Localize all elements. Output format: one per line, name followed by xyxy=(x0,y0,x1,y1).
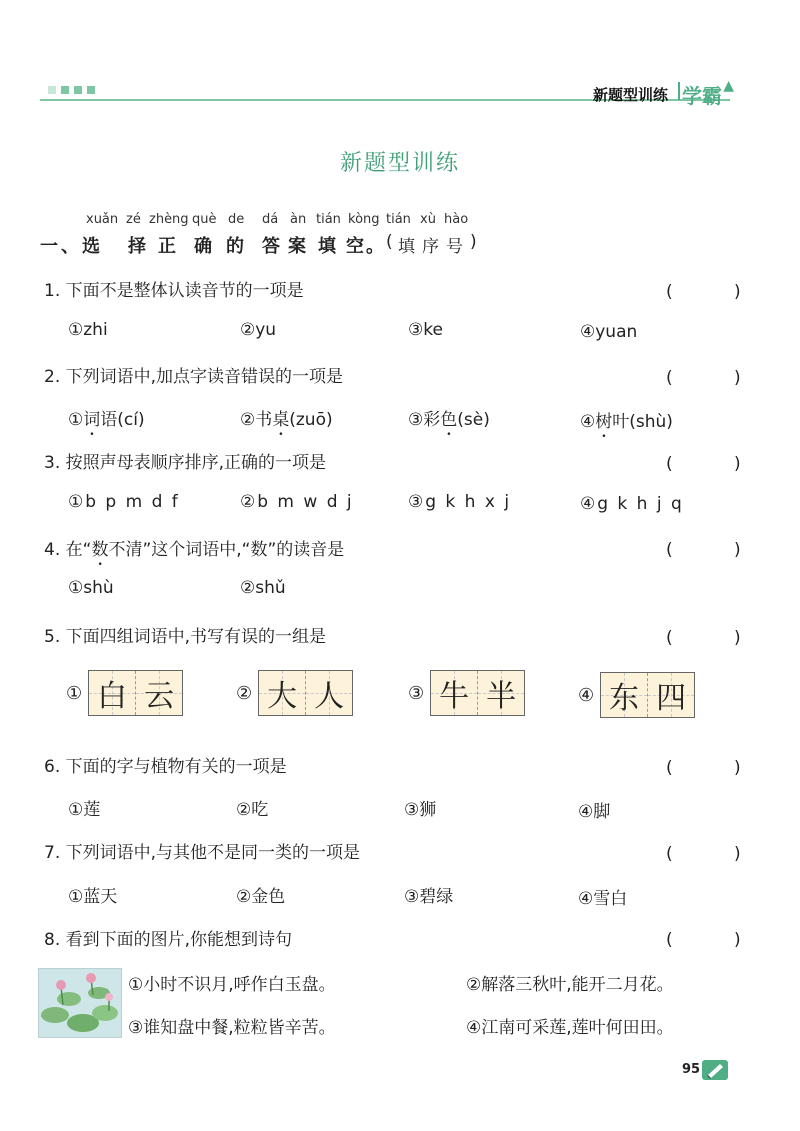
option[interactable]: ② 大 人 xyxy=(236,670,353,716)
option[interactable]: ③ke xyxy=(408,320,443,340)
pinyin: dá xyxy=(262,212,279,227)
option[interactable]: ①小时不识月,呼作白玉盘。 xyxy=(128,975,336,995)
grid-cell: 四 xyxy=(648,673,694,717)
option[interactable]: ①b p m d f xyxy=(68,492,180,512)
option[interactable]: ④雪白 xyxy=(578,889,628,909)
pinyin: kòng xyxy=(348,212,380,227)
pinyin: zhèng xyxy=(149,212,189,227)
graduation-cap-icon: ▲ xyxy=(723,78,734,94)
option[interactable]: ②书桌(zuō) xyxy=(240,410,333,430)
answer-blank[interactable]: ( ) xyxy=(666,758,769,778)
option[interactable]: ④yuan xyxy=(580,322,638,342)
grid-cell: 大 xyxy=(259,671,306,715)
grid-cell: 人 xyxy=(306,671,352,715)
answer-blank[interactable]: ( ) xyxy=(666,368,769,388)
header-title: 新题型训练 xyxy=(592,86,668,104)
section-heading-char: 正 xyxy=(158,236,179,257)
option[interactable]: ②解落三秋叶,能开二月花。 xyxy=(466,975,674,995)
question-2 xyxy=(44,362,343,387)
option[interactable]: ②shǔ xyxy=(240,578,286,598)
section-heading-char: 择 xyxy=(128,236,149,257)
section-heading-char: 一、选 xyxy=(40,236,103,257)
question-6 xyxy=(44,752,287,777)
question-number: 8. xyxy=(44,930,61,950)
grid-cell: 云 xyxy=(136,671,182,715)
pinyin: de xyxy=(228,212,245,227)
option[interactable]: ②金色 xyxy=(236,887,286,907)
section-heading-char: 空 xyxy=(346,236,367,257)
option[interactable]: ③狮 xyxy=(404,800,437,820)
section-note-char: ) xyxy=(470,232,479,252)
question-text: 下列词语中,与其他不是同一类的一项是 xyxy=(65,843,361,863)
question-text: 按照声母表顺序排序,正确的一项是 xyxy=(65,453,327,473)
section-note-char: ( xyxy=(386,232,395,252)
question-1 xyxy=(44,276,304,301)
header-decoration xyxy=(48,86,95,94)
pinyin: àn xyxy=(290,212,307,227)
option[interactable]: ①shù xyxy=(68,578,114,598)
pencil-icon xyxy=(702,1060,728,1080)
option[interactable]: ④树叶(shù) xyxy=(580,412,673,432)
pinyin: què xyxy=(192,212,217,227)
pinyin: xuǎn xyxy=(86,212,119,227)
option[interactable]: ④脚 xyxy=(578,802,611,822)
grid-cell: 白 xyxy=(89,671,136,715)
section-note-char: 号 xyxy=(446,237,465,257)
tianzige-grid xyxy=(258,670,353,716)
lotus-pond-image xyxy=(38,968,122,1038)
answer-blank[interactable]: ( ) xyxy=(666,540,769,560)
option[interactable]: ③碧绿 xyxy=(404,887,454,907)
section-heading-char: 填 xyxy=(318,236,339,257)
question-number: 2. xyxy=(44,367,61,387)
tianzige-grid xyxy=(430,670,525,716)
option[interactable]: ②yu xyxy=(240,320,277,340)
question-text: 下面不是整体认读音节的一项是 xyxy=(65,281,304,301)
answer-blank[interactable]: ( ) xyxy=(666,930,769,950)
option[interactable]: ③ 牛 半 xyxy=(408,670,525,716)
question-text: 下面四组词语中,书写有误的一组是 xyxy=(65,627,327,647)
lotus-illustration xyxy=(39,969,121,1037)
question-number: 5. xyxy=(44,627,61,647)
tianzige-grid xyxy=(600,672,695,718)
header-separator xyxy=(678,82,680,100)
question-text: 看到下面的图片,你能想到诗句 xyxy=(65,930,293,950)
answer-blank[interactable]: ( ) xyxy=(666,282,769,302)
pinyin: hào xyxy=(444,212,469,227)
section-note-char: 填 xyxy=(398,237,417,257)
option[interactable]: ②b m w d j xyxy=(240,492,354,512)
option[interactable]: ③彩色(sè) xyxy=(408,410,490,430)
section-heading-char: 案 xyxy=(288,236,309,257)
option[interactable]: ①蓝天 xyxy=(68,887,118,907)
page-title: 新题型训练 xyxy=(339,151,460,176)
question-text: 下面的字与植物有关的一项是 xyxy=(65,757,287,777)
page-number-badge xyxy=(680,1060,728,1080)
question-text: 下列词语中,加点字读音错误的一项是 xyxy=(65,367,344,387)
answer-blank[interactable]: ( ) xyxy=(666,844,769,864)
grid-cell: 东 xyxy=(601,673,648,717)
option[interactable]: ④g k h j q xyxy=(580,494,684,514)
question-number: 7. xyxy=(44,843,61,863)
question-3 xyxy=(44,448,326,473)
section-note-char: 序 xyxy=(422,237,441,257)
option[interactable]: ① 白 云 xyxy=(66,670,183,716)
pinyin: tián xyxy=(316,212,341,227)
pinyin: zé xyxy=(126,212,141,227)
option[interactable]: ②吃 xyxy=(236,800,269,820)
question-number: 6. xyxy=(44,757,61,777)
section-heading-char: 的 xyxy=(226,236,247,257)
option[interactable]: ③g k h x j xyxy=(408,492,512,512)
option[interactable]: ④江南可采莲,莲叶何田田。 xyxy=(466,1018,674,1038)
grid-cell: 牛 xyxy=(431,671,478,715)
section-heading-char: 答 xyxy=(262,236,283,257)
pinyin: xù xyxy=(420,212,436,227)
option[interactable]: ④ 东 四 xyxy=(578,672,695,718)
question-5 xyxy=(44,622,326,647)
question-number: 4. xyxy=(44,540,61,560)
grid-cell: 半 xyxy=(478,671,524,715)
question-8 xyxy=(44,925,292,950)
option[interactable]: ③谁知盘中餐,粒粒皆辛苦。 xyxy=(128,1018,336,1038)
header-brand: 学霸 xyxy=(682,84,722,108)
question-number: 3. xyxy=(44,453,61,473)
tianzige-grid xyxy=(88,670,183,716)
question-7 xyxy=(44,838,360,863)
option[interactable]: ①莲 xyxy=(68,800,101,820)
option[interactable]: ①zhi xyxy=(68,320,108,340)
section-heading-char: 。 xyxy=(366,236,387,257)
page-number: 95 xyxy=(682,1062,701,1077)
question-4: 4. 在“数不清”这个词语中,“数”的读音是 xyxy=(44,540,345,560)
section-heading-char: 确 xyxy=(194,236,215,257)
answer-blank[interactable]: ( ) xyxy=(666,454,769,474)
answer-blank[interactable]: ( ) xyxy=(666,628,769,648)
pinyin: tián xyxy=(386,212,411,227)
option[interactable]: ①词语(cí) xyxy=(68,410,145,430)
question-number: 1. xyxy=(44,281,61,301)
